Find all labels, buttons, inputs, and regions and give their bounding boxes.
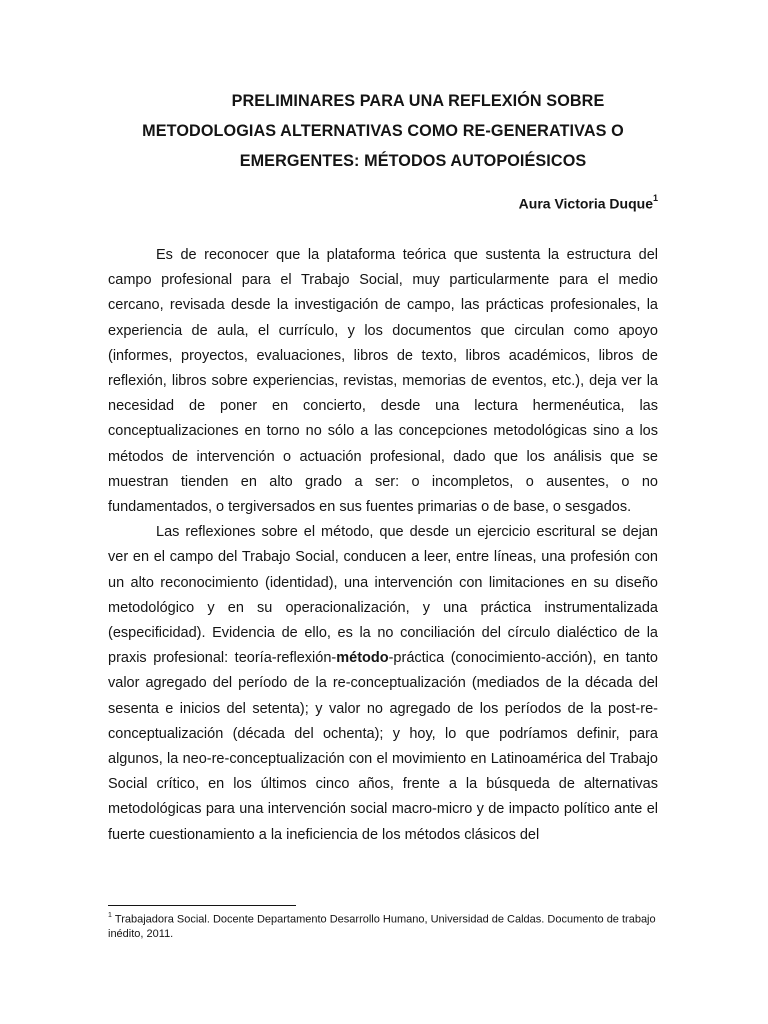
- paragraph-2-start: Las reflexiones sobre el método, que desde un ejercicio escritural se dejan ver en el campo del Trabajo Social, conducen a leer, entre líneas, una profesión con un alto reconocimiento (identidad), una intervención con limitaciones en su diseño metodológico y en su operacionalización, y una práctica instrumentalizada (especificidad). Evidencia de ello, es la no conciliación del círculo dialéctico de la praxis profesional: teoría-reflexión-: [108, 524, 658, 667]
- paragraph-2: [108, 520, 658, 848]
- author-line: [519, 195, 658, 212]
- emphasis-metodo: método: [336, 650, 389, 667]
- title-line-1: PRELIMINARES PARA UNA REFLEXIÓN SOBRE: [231, 92, 605, 110]
- body-text: [108, 243, 658, 848]
- paragraph-2-end: -práctica (conocimiento-acción), en tanto valor agregado del período de la re-conceptualización (mediados de la década del sesenta e inicios del setenta); y valor no agregado de los períodos de la post-re-conceptualización (década del ochenta); y hoy, lo que podríamos definir, para algunos, la neo-re-conceptualización con el movimiento en Latinoamérica del Trabajo Social crítico, en los últimos cinco años, frente a la búsqueda de alternativas metodológicas para una intervención social macro-micro y de impacto político ante el fuerte cuestionamiento a la ineficiencia de los métodos clásicos del: [108, 650, 658, 843]
- title-line-2: METODOLOGIAS ALTERNATIVAS COMO RE-GENERATIVAS O: [142, 122, 624, 140]
- footnote: [108, 910, 658, 942]
- footnote-divider: [108, 905, 296, 906]
- footnote-marker: 1: [108, 912, 112, 919]
- author-footnote-marker: 1: [652, 193, 658, 203]
- footnote-text: Trabajadora Social. Docente Departamento Desarrollo Humano, Universidad de Caldas. Documento de trabajo inédito, 2011.: [108, 913, 656, 941]
- document-title: [108, 86, 658, 176]
- paragraph-1: Es de reconocer que la plataforma teórica que sustenta la estructura del campo profesional para el Trabajo Social, muy particularmente para el medio cercano, revisada desde la investigación de campo, las prácticas profesionales, la experiencia de aula, el currículo, y los documentos que circulan como apoyo (informes, proyectos, evaluaciones, libros de texto, libros académicos, libros de reflexión, libros sobre experiencias, revistas, memorias de eventos, etc.), deja ver la necesidad de poner en concierto, desde una lectura hermenéutica, las conceptualizaciones en torno no sólo a las concepciones metodológicas sino a los métodos de intervención o actuación profesional, dado que los análisis que se muestran tienden en alto grado a ser: o incompletos, o ausentes, o no fundamentados, o tergiversados en sus fuentes primarias o de base, o sesgados.: [108, 247, 658, 516]
- title-line-3: EMERGENTES: MÉTODOS AUTOPOIÉSICOS: [239, 152, 587, 170]
- author-name: Aura Victoria Duque: [518, 195, 653, 212]
